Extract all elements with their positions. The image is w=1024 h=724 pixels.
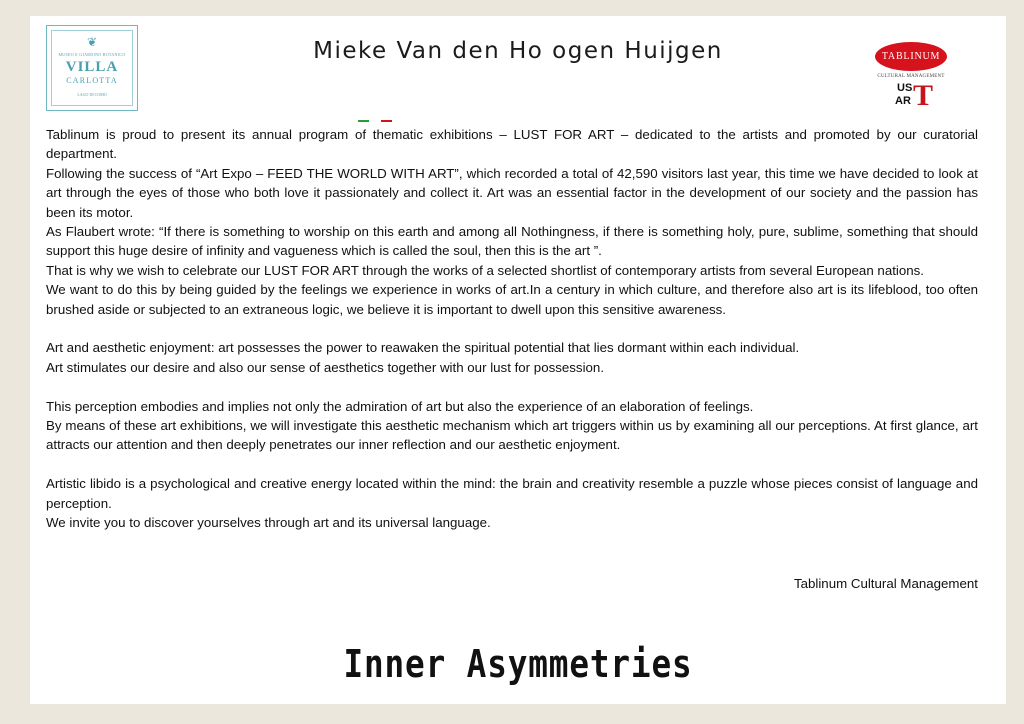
villa-logo-name: VILLA [65, 59, 119, 75]
exhibition-title: Inner Asymmetries [343, 642, 693, 686]
lust-mark-letter: T [913, 79, 934, 112]
paragraph: As Flaubert wrote: “If there is something to worship on this earth and among all Nothingness, if there is something holy, pure, sublime, something that should support this huge desire of infinity and vagueness which is called the soul, then this is the art ”. [46, 224, 978, 259]
paragraph: By means of these art exhibitions, we will investigate this aesthetic mechanism which art triggers within us by examining all our perceptions. At first glance, art attracts our attention and then deeply penetrates our inner reflection and our aesthetic enjoyment. [46, 418, 978, 453]
body-text [46, 125, 978, 532]
lust-mark-line1: US [897, 82, 913, 94]
tablinum-subtitle: CULTURAL MANAGEMENT [877, 74, 945, 79]
paragraph: This perception embodies and implies not only the admiration of art but also the experience of an elaboration of feelings. [46, 398, 754, 414]
paragraph: Art stimulates our desire and also our sense of aesthetics together with our lust for possession. [46, 359, 605, 375]
paragraph-gap [46, 377, 978, 396]
tablinum-badge: TABLINUM [875, 42, 947, 71]
artist-name-title: Mieke Van den Ho ogen Huijgen [313, 38, 723, 64]
paragraph-gap [46, 319, 978, 338]
crest-icon: ❦ [86, 35, 98, 49]
flag-red-mark [381, 120, 392, 122]
paragraph: That is why we wish to celebrate our LUST FOR ART through the works of a selected shortlist of contemporary artists from several European nations. [46, 262, 924, 278]
paragraph: Following the success of “Art Expo – FEED THE WORLD WITH ART”, which recorded a total of 42,590 visitors last year, this time we have decided to look at art through the eyes of those who both love it passionately and collect it. Art was an essential factor in the development of our society and the passion has been its motor. [46, 165, 978, 220]
document-page [30, 16, 1006, 704]
paragraph-gap [46, 455, 978, 474]
villa-logo-subname: CARLOTTA [66, 76, 118, 85]
flag-green-mark [358, 120, 369, 122]
paragraph: We invite you to discover yourselves through art and its universal language. [46, 515, 491, 531]
signature: Tablinum Cultural Management [793, 576, 978, 591]
villa-logo-place: LAGO DI COMO [77, 92, 107, 97]
paragraph: Art and aesthetic enjoyment: art possesses the power to reawaken the spiritual potential that lies dormant within each individual. [46, 340, 800, 356]
paragraph: Artistic libido is a psychological and creative energy located within the mind: the brain and creativity resemble a puzzle whose pieces consist of language and perception. [46, 476, 978, 511]
lust-mark-line2: AR [895, 95, 911, 107]
tablinum-logo [869, 42, 953, 122]
lust-for-art-mark [891, 79, 937, 112]
paragraph: We want to do this by being guided by the feelings we experience in works of art.In a century in which culture, and therefore also art is its lifeblood, too often brushed aside or subjected to an extraneous logic, we believe it is important to dwell upon this sensitive awareness. [46, 282, 978, 317]
paragraph: Tablinum is proud to present its annual program of thematic exhibitions – LUST FOR ART – dedicated to the artists and promoted by our curatorial department. [46, 127, 978, 162]
villa-logo-tag: MUSEO E GIARDINO BOTANICO [58, 52, 126, 57]
